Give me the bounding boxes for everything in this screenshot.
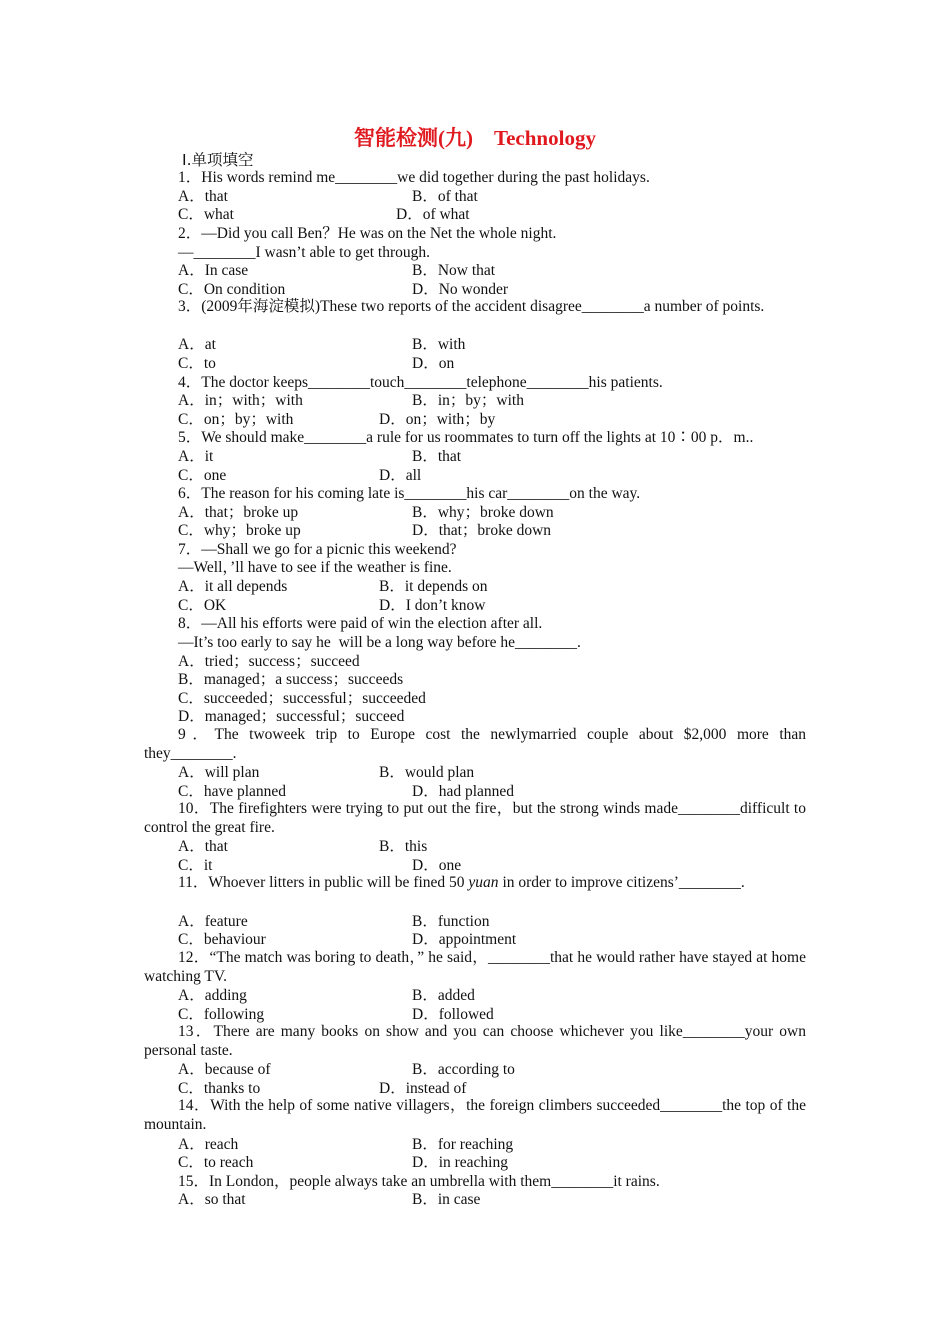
question-13-option-c[interactable]: C．thanks to — [178, 1080, 261, 1097]
question-12-option-c[interactable]: C．following — [178, 1006, 265, 1023]
question-12-stem-text: 12．“The match was boring to death，” he said，________that he would rather have stayed at home watching TV. — [144, 949, 806, 985]
question-7-option-b[interactable]: B．it depends on — [379, 578, 488, 595]
question-3-option-d[interactable]: D．on — [412, 355, 455, 372]
question-9-option-b[interactable]: B．would plan — [379, 764, 475, 781]
question-14-stem — [144, 1097, 806, 1134]
question-1-option-b[interactable]: B．of that — [412, 188, 478, 205]
question-7-option-a[interactable]: A．it all depends — [178, 578, 288, 595]
question-4-option-b[interactable]: B．in；by；with — [412, 392, 524, 409]
question-10-option-a[interactable]: A．that — [178, 838, 228, 855]
question-2-stem: 2．—Did you call Ben？He was on the Net the whole night. — [178, 225, 557, 242]
question-12-option-d[interactable]: D．followed — [412, 1006, 494, 1023]
question-2-option-a[interactable]: A．In case — [178, 262, 249, 279]
question-5-option-a[interactable]: A．it — [178, 448, 214, 465]
question-5-option-b[interactable]: B．that — [412, 448, 462, 465]
question-14-option-c[interactable]: C．to reach — [178, 1154, 254, 1171]
question-10-option-c[interactable]: C．it — [178, 857, 213, 874]
question-11-stem-text-b: in order to improve citizens’________. — [498, 874, 745, 891]
question-9-option-d[interactable]: D．had planned — [412, 783, 515, 800]
question-13-option-d[interactable]: D．instead of — [379, 1080, 467, 1097]
question-5-option-d[interactable]: D．all — [379, 467, 422, 484]
question-11-stem — [144, 874, 806, 893]
question-12-option-b[interactable]: B．added — [412, 987, 475, 1004]
question-10-stem — [144, 800, 806, 837]
question-13-option-a[interactable]: A．because of — [178, 1061, 271, 1078]
question-8-stem: 8．—All his efforts were paid of win the election after all. — [178, 615, 543, 632]
question-10-stem-text: 10．The firefighters were trying to put out the fire，but the strong winds made________difficult to control the great fire. — [144, 800, 806, 836]
question-10-option-d[interactable]: D．one — [412, 857, 462, 874]
question-11-option-c[interactable]: C．behaviour — [178, 931, 266, 948]
question-9-stem-text: 9．The twoweek trip to Europe cost the newlymarried couple about $2,000 more than they________. — [144, 726, 806, 762]
question-3-stem-text: 3．(2009年海淀模拟)These two reports of the accident disagree________a number of points. — [178, 298, 765, 315]
question-3-option-b[interactable]: B．with — [412, 336, 466, 353]
question-2-stem-reply: —________I wasn’t able to get through. — [178, 244, 430, 261]
question-15-option-a[interactable]: A．so that — [178, 1191, 246, 1208]
question-12-option-a[interactable]: A．adding — [178, 987, 247, 1004]
question-12-stem — [144, 949, 806, 986]
question-4-option-c[interactable]: C．on；by；with — [178, 411, 294, 428]
question-8-stem-reply: —It’s too early to say he will be a long way before he________. — [178, 634, 581, 651]
question-3-stem — [144, 298, 806, 317]
question-9-option-a[interactable]: A．will plan — [178, 764, 260, 781]
question-5-stem: 5．We should make________a rule for us roommates to turn off the lights at 10∶00 p．m.. — [178, 429, 754, 446]
question-7-option-c[interactable]: C．OK — [178, 597, 227, 614]
question-1-option-a[interactable]: A．that — [178, 188, 228, 205]
question-6-option-b[interactable]: B．why；broke down — [412, 504, 554, 521]
question-9-option-c[interactable]: C．have planned — [178, 783, 287, 800]
question-14-option-d[interactable]: D．in reaching — [412, 1154, 508, 1171]
question-14-option-b[interactable]: B．for reaching — [412, 1136, 514, 1153]
question-8-option-a[interactable]: A．tried；success；succeed — [178, 653, 360, 670]
question-3-option-a[interactable]: A．at — [178, 336, 216, 353]
question-14-option-a[interactable]: A．reach — [178, 1136, 239, 1153]
question-6-option-c[interactable]: C．why；broke up — [178, 522, 301, 539]
question-1-option-c[interactable]: C．what — [178, 206, 234, 223]
question-4-option-d[interactable]: D．on；with；by — [379, 411, 496, 428]
question-11-option-a[interactable]: A．feature — [178, 913, 248, 930]
question-13-stem-text: 13．There are many books on show and you can choose whichever you like________your own personal taste. — [144, 1023, 806, 1059]
question-2-option-d[interactable]: D．No wonder — [412, 281, 508, 298]
question-10-option-b[interactable]: B．this — [379, 838, 428, 855]
question-1-stem: 1．His words remind me________we did together during the past holidays. — [178, 169, 650, 186]
question-13-stem — [144, 1023, 806, 1060]
question-14-stem-text: 14．With the help of some native villagers，the foreign climbers succeeded________the top of the mountain. — [144, 1097, 806, 1133]
question-5-option-c[interactable]: C．one — [178, 467, 227, 484]
question-2-option-c[interactable]: C．On condition — [178, 281, 286, 298]
question-8-option-d[interactable]: D．managed；successful；succeed — [178, 708, 405, 725]
question-6-stem: 6．The reason for his coming late is________his car________on the way. — [178, 485, 641, 502]
question-9-stem — [144, 726, 806, 763]
question-7-stem: 7．—Shall we go for a picnic this weekend? — [178, 541, 457, 558]
question-11-stem-text-a: 11．Whoever litters in public will be fined 50 — [178, 874, 469, 891]
question-15-stem: 15．In London，people always take an umbrella with them________it rains. — [178, 1173, 660, 1190]
question-13-option-b[interactable]: B．according to — [412, 1061, 515, 1078]
section-heading: Ⅰ.单项填空 — [182, 151, 254, 169]
question-3-option-c[interactable]: C．to — [178, 355, 216, 372]
question-6-option-d[interactable]: D．that；broke down — [412, 522, 552, 539]
question-1-option-d[interactable]: D．of what — [396, 206, 470, 223]
question-2-option-b[interactable]: B．Now that — [412, 262, 496, 279]
question-11-option-d[interactable]: D．appointment — [412, 931, 517, 948]
question-8-option-b[interactable]: B．managed；a success；succeeds — [178, 671, 404, 688]
question-7-option-d[interactable]: D．I don’t know — [379, 597, 486, 614]
question-4-option-a[interactable]: A．in；with；with — [178, 392, 303, 409]
question-11-stem-italic: yuan — [468, 874, 499, 891]
question-8-option-c[interactable]: C．succeeded；successful；succeeded — [178, 690, 426, 707]
question-6-option-a[interactable]: A．that；broke up — [178, 504, 299, 521]
page-title: 智能检测(九) Technology — [354, 126, 596, 150]
question-11-option-b[interactable]: B．function — [412, 913, 490, 930]
question-4-stem: 4．The doctor keeps________touch________telephone________his patients. — [178, 374, 663, 391]
question-7-stem-reply: —Well，’ll have to see if the weather is fine. — [178, 559, 452, 576]
question-15-option-b[interactable]: B．in case — [412, 1191, 481, 1208]
